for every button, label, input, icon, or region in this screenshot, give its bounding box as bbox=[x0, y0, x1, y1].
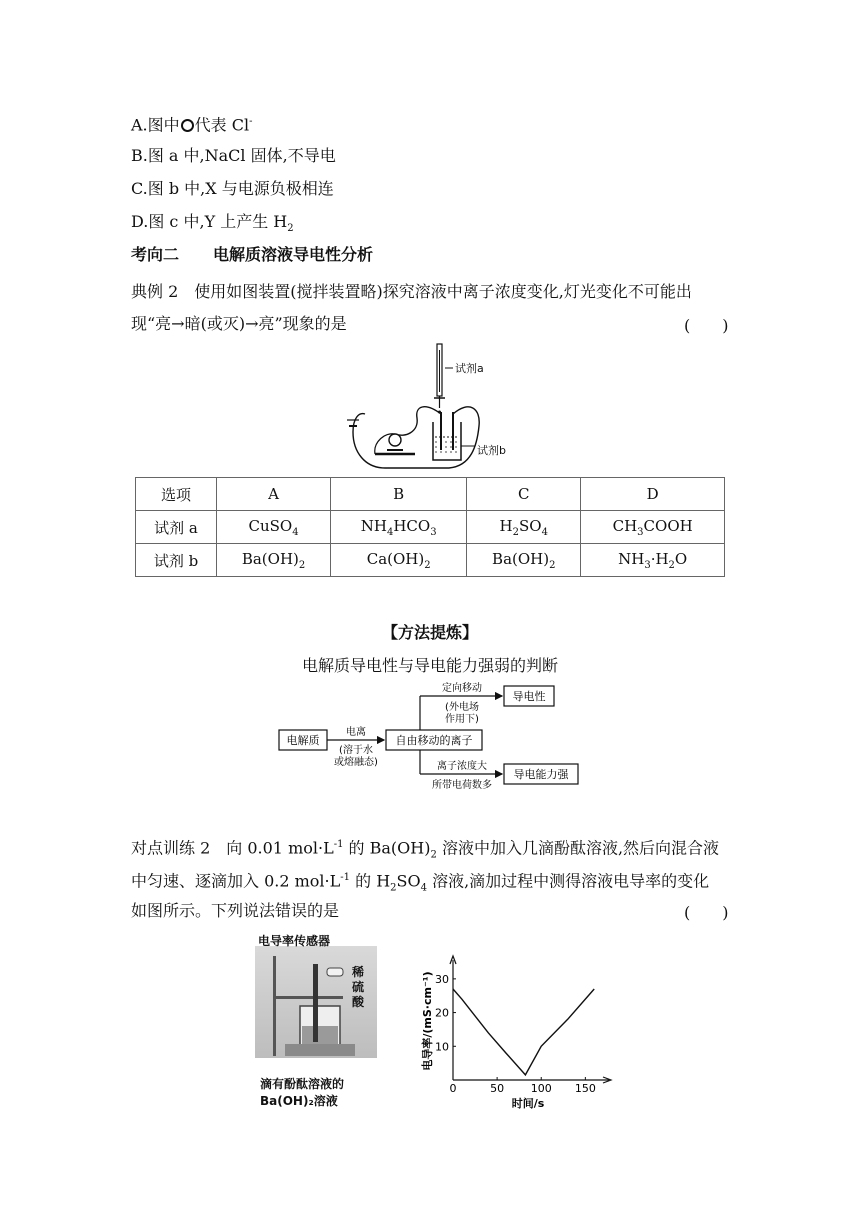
flow-directed: 定向移动 bbox=[442, 683, 482, 694]
table-header-cell: D bbox=[581, 478, 725, 511]
table-header-cell: C bbox=[467, 478, 581, 511]
conductivity-apparatus-diagram bbox=[345, 342, 535, 477]
example-line-2: 现“亮→暗(或灭)→亮”现象的是 bbox=[131, 314, 347, 333]
training-answer-paren: ( ) bbox=[684, 903, 729, 922]
flow-conc-high: 离子浓度大 bbox=[437, 761, 487, 772]
table-row bbox=[136, 511, 725, 544]
x-tick-label: 0 bbox=[449, 1082, 457, 1095]
table-header-cell: 选项 bbox=[136, 478, 217, 511]
table-cell: $Ba(OH)_2$ bbox=[217, 544, 331, 577]
x-tick-label: 150 bbox=[574, 1082, 596, 1095]
photo-acid-1: 稀 bbox=[352, 965, 365, 979]
ion-circle-icon bbox=[181, 119, 194, 132]
reagent-a-label: 试剂a bbox=[455, 362, 484, 375]
y-tick-label: 10 bbox=[435, 1040, 449, 1054]
table-cell: $NH_3\cdot H_2O$ bbox=[581, 544, 725, 577]
option-b: B.图 a 中,NaCl 固体,不导电 bbox=[131, 146, 336, 165]
method-flowchart bbox=[270, 678, 590, 796]
training-line-3: 如图所示。下列说法错误的是 bbox=[131, 901, 340, 920]
flow-free-ions: 自由移动的离子 bbox=[395, 734, 473, 747]
series-line bbox=[453, 989, 594, 1075]
flow-field-2: 作用下) bbox=[445, 714, 479, 725]
section-heading: 考向二 电解质溶液导电性分析 bbox=[131, 245, 374, 264]
photo-sensor-label: 电导率传感器 bbox=[258, 934, 331, 948]
photo-acid-2: 硫 bbox=[352, 980, 365, 994]
option-d: D.图 c 中,Y 上产生 $H_2$ bbox=[131, 212, 294, 235]
row-label: 试剂 a bbox=[136, 511, 217, 544]
flow-ability: 导电能力强 bbox=[513, 768, 569, 781]
training-line-2: 中匀速、逐滴加入 0.2 $mol\cdot L^{-1}$ 的 $H_2SO_4$ 溶液,滴加过程中测得溶液电导率的变化 bbox=[131, 871, 710, 894]
table-row bbox=[136, 544, 725, 577]
method-subtitle: 电解质导电性与导电能力强弱的判断 bbox=[301, 656, 558, 675]
table-cell: $H_2SO_4$ bbox=[467, 511, 581, 544]
y-axis-label: 电导率/(mS·cm⁻¹) bbox=[421, 971, 434, 1071]
table-cell: $NH_4HCO_3$ bbox=[331, 511, 467, 544]
flow-conductivity: 导电性 bbox=[512, 690, 546, 703]
flow-cond-1: (溶于水 bbox=[339, 745, 373, 756]
y-tick-label: 30 bbox=[435, 972, 449, 986]
row-label: 试剂 b bbox=[136, 544, 217, 577]
flow-electrolyte: 电解质 bbox=[286, 734, 320, 747]
photo-acid-3: 酸 bbox=[352, 995, 365, 1009]
option-table bbox=[135, 477, 725, 577]
flow-field-1: (外电场 bbox=[445, 702, 479, 713]
photo-solution-2: Ba(OH)₂溶液 bbox=[260, 1094, 338, 1108]
table-cell: $CH_3COOH$ bbox=[581, 511, 725, 544]
table-cell: CuSO$_4$ bbox=[217, 511, 331, 544]
table-cell: $Ca(OH)_2$ bbox=[331, 544, 467, 577]
table-header-cell: B bbox=[331, 478, 467, 511]
reagent-b-label: 试剂b bbox=[477, 444, 506, 457]
y-tick-label: 20 bbox=[435, 1006, 449, 1020]
flow-ionize: 电离 bbox=[346, 727, 366, 738]
x-tick-label: 100 bbox=[530, 1082, 552, 1095]
example-line-1: 典例 2 使用如图装置(搅拌装置略)探究溶液中离子浓度变化,灯光变化不可能出 bbox=[131, 282, 692, 301]
method-heading: 【方法提炼】 bbox=[381, 623, 478, 642]
x-tick-label: 50 bbox=[490, 1082, 505, 1095]
conductivity-chart bbox=[415, 952, 615, 1110]
flow-cond-2: 或熔融态) bbox=[334, 757, 378, 768]
example-answer-paren: ( ) bbox=[684, 316, 729, 335]
flow-charge-count: 所带电荷数多 bbox=[432, 780, 492, 791]
photo-solution-1: 滴有酚酞溶液的 bbox=[260, 1077, 345, 1091]
x-axis-label: 时间/s bbox=[511, 1097, 545, 1110]
table-header-cell: A bbox=[217, 478, 331, 511]
option-c: C.图 b 中,X 与电源负极相连 bbox=[131, 179, 334, 198]
table-header-row bbox=[136, 478, 725, 511]
table-cell: $Ba(OH)_2$ bbox=[467, 544, 581, 577]
training-line-1: 对点训练 2 向 0.01 $mol\cdot L^{-1}$ 的 $Ba(OH)_2$ 溶液中加入几滴酚酞溶液,然后向混合液 bbox=[131, 838, 720, 861]
option-a: A.图中 代表 Cl- bbox=[131, 115, 253, 135]
